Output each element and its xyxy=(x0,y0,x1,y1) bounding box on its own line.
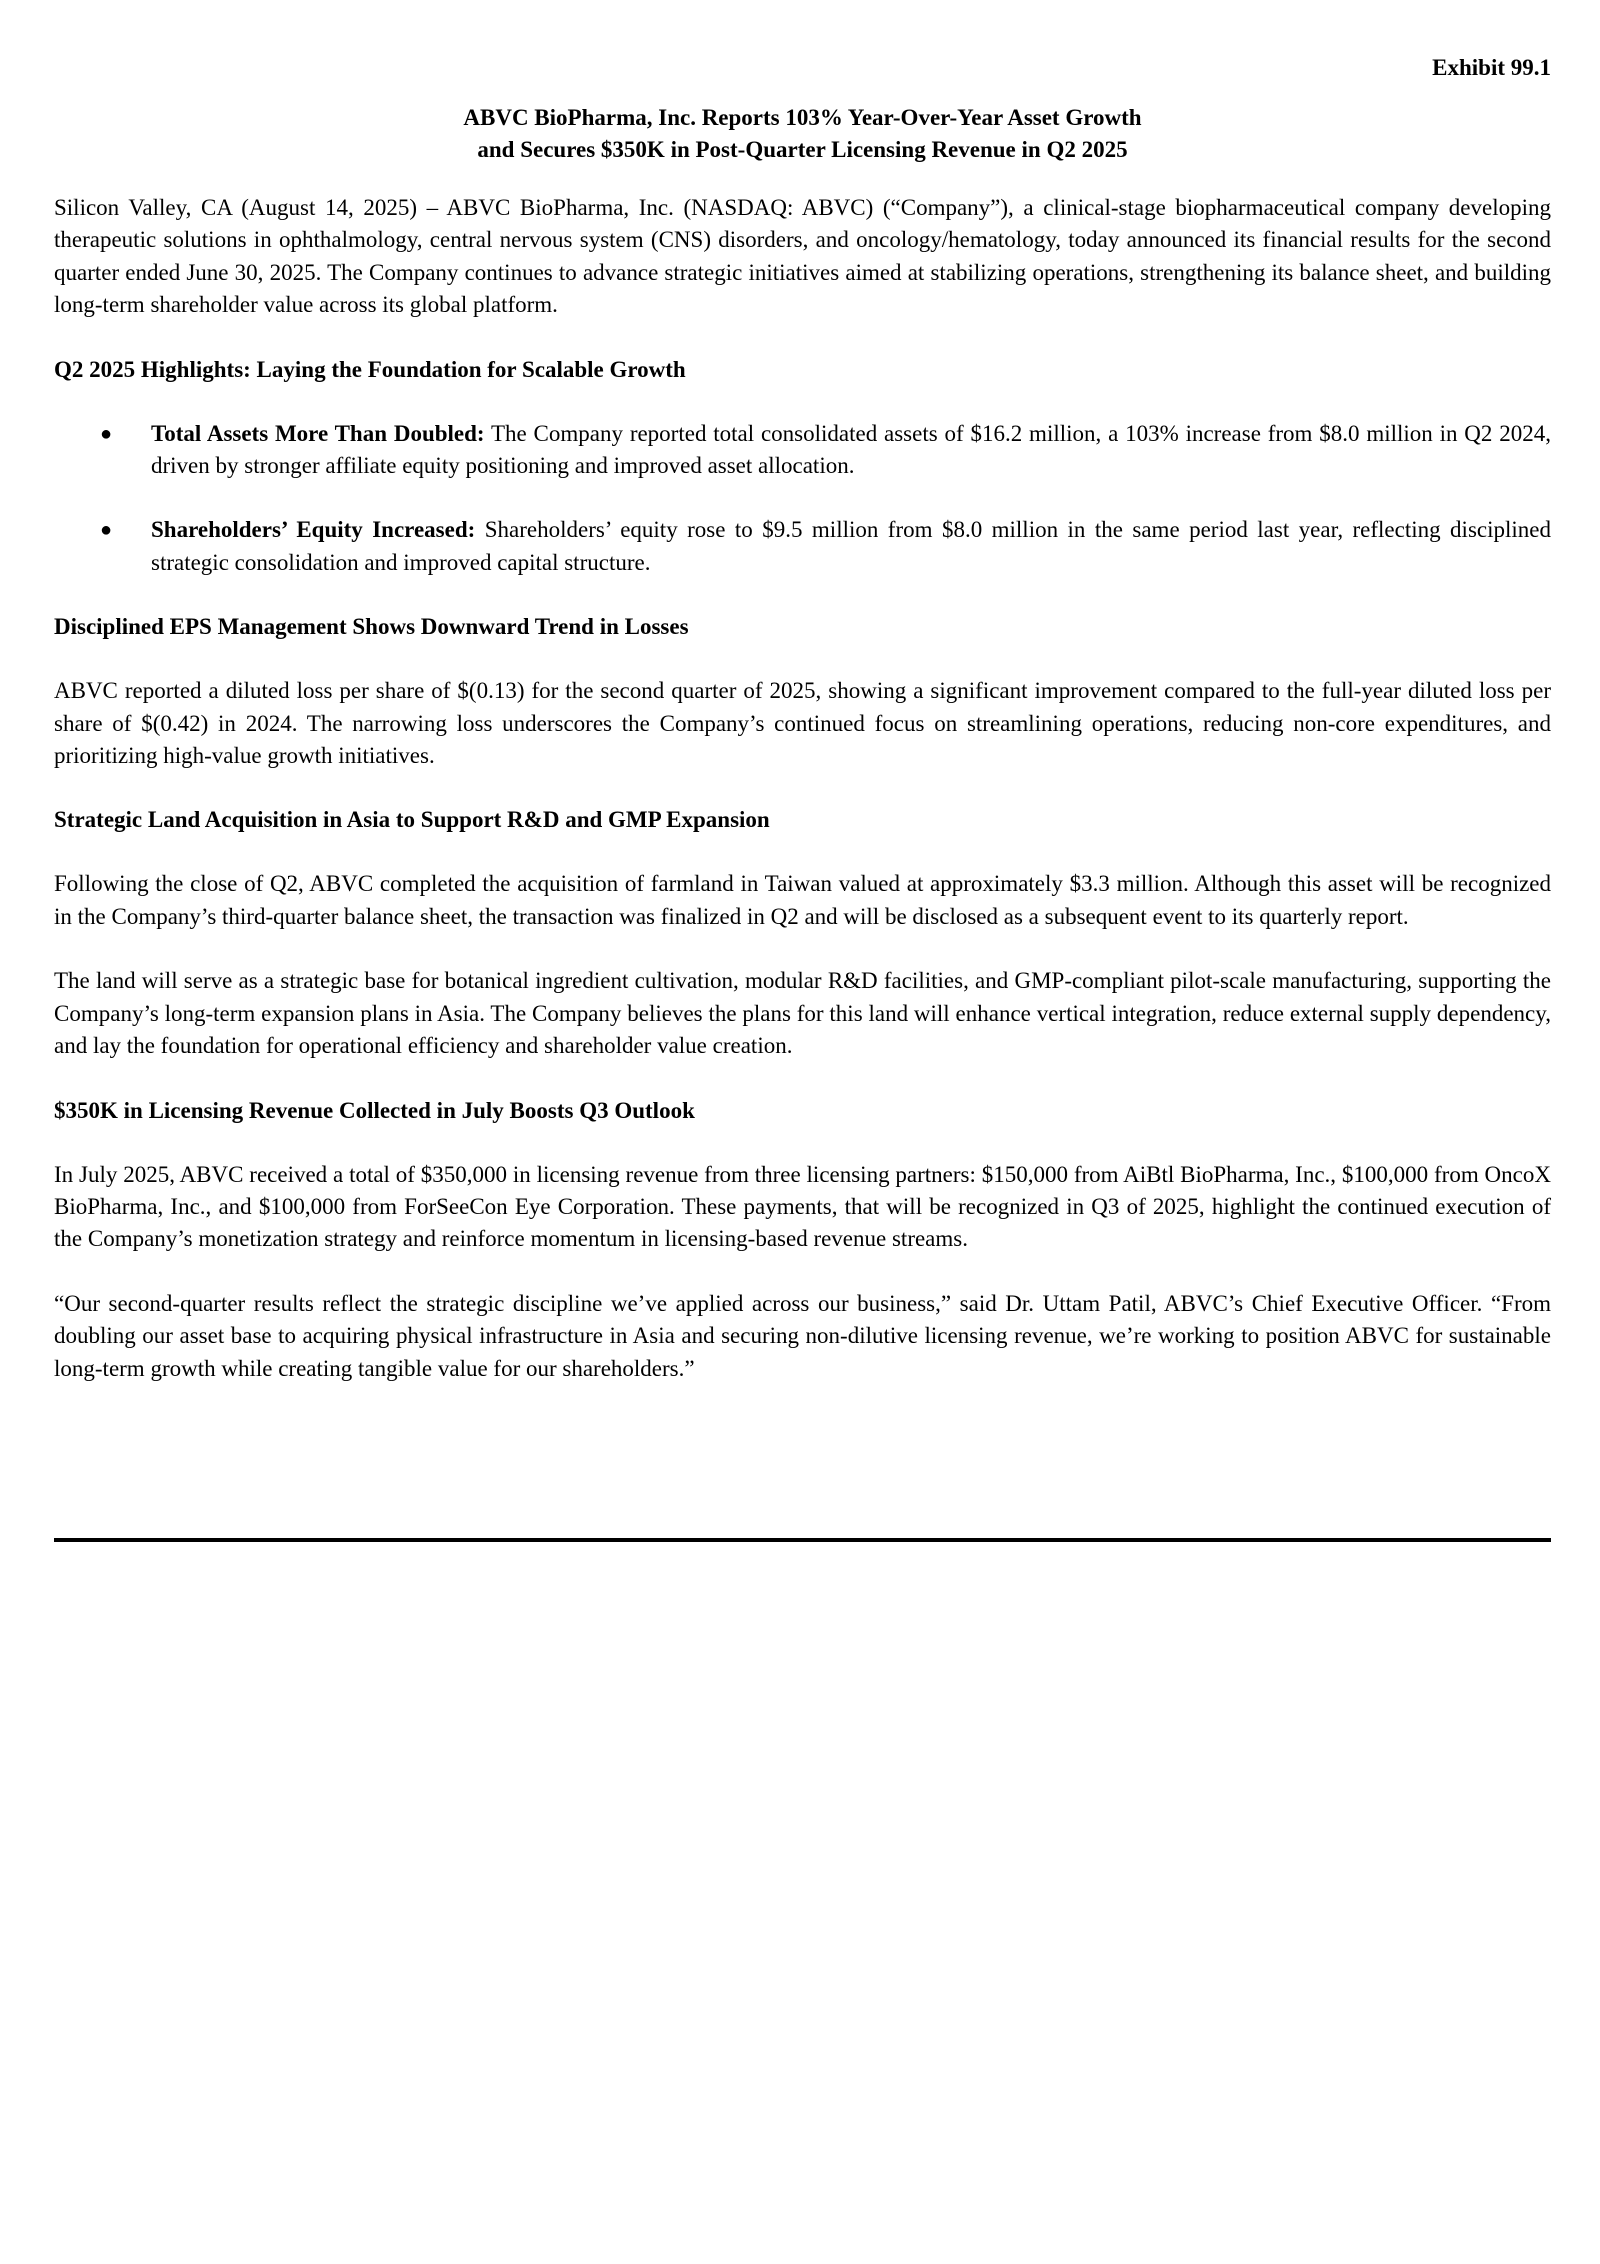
list-item xyxy=(54,514,1551,579)
land-paragraph-2: The land will serve as a strategic base for botanical ingredient cultivation, modular R&D facilities, and GMP-compliant pilot-scale manufacturing, supporting the Company’s long-term expansion plans in Asia. The Company believes the plans for this land will enhance vertical integration, reduce external supply dependency, and lay the foundation for operational efficiency and shareholder value creation. xyxy=(54,968,1551,1059)
licensing-heading: $350K in Licensing Revenue Collected in July Boosts Q3 Outlook xyxy=(54,1097,695,1123)
land-heading: Strategic Land Acquisition in Asia to Support R&D and GMP Expansion xyxy=(54,807,770,833)
ceo-quote-paragraph: “Our second-quarter results reflect the strategic discipline we’ve applied across our business,” said Dr. Uttam Patil, ABVC’s Chief Executive Officer. “From doubling our asset base to acquiring physical infrastructure in Asia and securing non-dilutive licensing revenue, we’re working to position ABVC for sustainable long-term growth while creating tangible value for our shareholders.” xyxy=(54,1290,1551,1381)
section-divider xyxy=(54,1538,1551,1542)
bullet-icon: ● xyxy=(100,422,113,445)
intro-paragraph: Silicon Valley, CA (August 14, 2025) – ABVC BioPharma, Inc. (NASDAQ: ABVC) (“Company”), a clinical-stage biopharmaceutical company developing therapeutic solutions in ophthalmology, central nervous system (CNS) disorders, and oncology/hematology, today announced its financial results for the second quarter ended June 30, 2025. The Company continues to advance strategic initiatives aimed at stabilizing operations, strengthening its balance sheet, and building long-term shareholder value across its global platform. xyxy=(54,195,1551,318)
title-line-1: ABVC BioPharma, Inc. Reports 103% Year-Over-Year Asset Growth xyxy=(463,105,1142,130)
document-page xyxy=(54,52,1551,1417)
land-paragraph-1: Following the close of Q2, ABVC completed the acquisition of farmland in Taiwan valued at approximately $3.3 million. Although this asset will be recognized in the Company’s third-quarter balance sheet, the transaction was finalized in Q2 and will be disclosed as a subsequent event to its quarterly report. xyxy=(54,871,1551,929)
title-line-2: and Secures $350K in Post-Quarter Licensing Revenue in Q2 2025 xyxy=(477,137,1128,162)
document-title xyxy=(54,102,1551,166)
exhibit-label: Exhibit 99.1 xyxy=(1432,55,1551,80)
highlights-list xyxy=(54,418,1551,580)
list-item xyxy=(54,418,1551,483)
licensing-paragraph-1: In July 2025, ABVC received a total of $350,000 in licensing revenue from three licensing partners: $150,000 from AiBtl BioPharma, Inc., $100,000 from OncoX BioPharma, Inc., and $100,000 from ForSeeCon Eye Corporation. These payments, that will be recognized in Q3 of 2025, highlight the continued execution of the Company’s monetization strategy and reinforce momentum in licensing-based revenue streams. xyxy=(54,1161,1551,1252)
bullet-lead: Shareholders’ Equity Increased: xyxy=(151,517,476,543)
highlights-heading: Q2 2025 Highlights: Laying the Foundation for Scalable Growth xyxy=(54,356,686,382)
bullet-text: Shareholders’ equity rose to $9.5 million from $8.0 million in the same period last year, reflecting disciplined strategic consolidation and improved capital structure. xyxy=(151,517,1551,575)
eps-paragraph: ABVC reported a diluted loss per share of $(0.13) for the second quarter of 2025, showing a significant improvement compared to the full-year diluted loss per share of $(0.42) in 2024. The narrowing loss underscores the Company’s continued focus on streamlining operations, reducing non-core expenditures, and prioritizing high-value growth initiatives. xyxy=(54,678,1551,769)
bullet-text: The Company reported total consolidated assets of $16.2 million, a 103% increase from $8.0 million in Q2 2024, driven by stronger affiliate equity positioning and improved asset allocation. xyxy=(151,420,1551,479)
eps-heading: Disciplined EPS Management Shows Downward Trend in Losses xyxy=(54,614,689,640)
bullet-icon: ● xyxy=(100,519,113,542)
bullet-lead: Total Assets More Than Doubled: xyxy=(151,420,485,446)
